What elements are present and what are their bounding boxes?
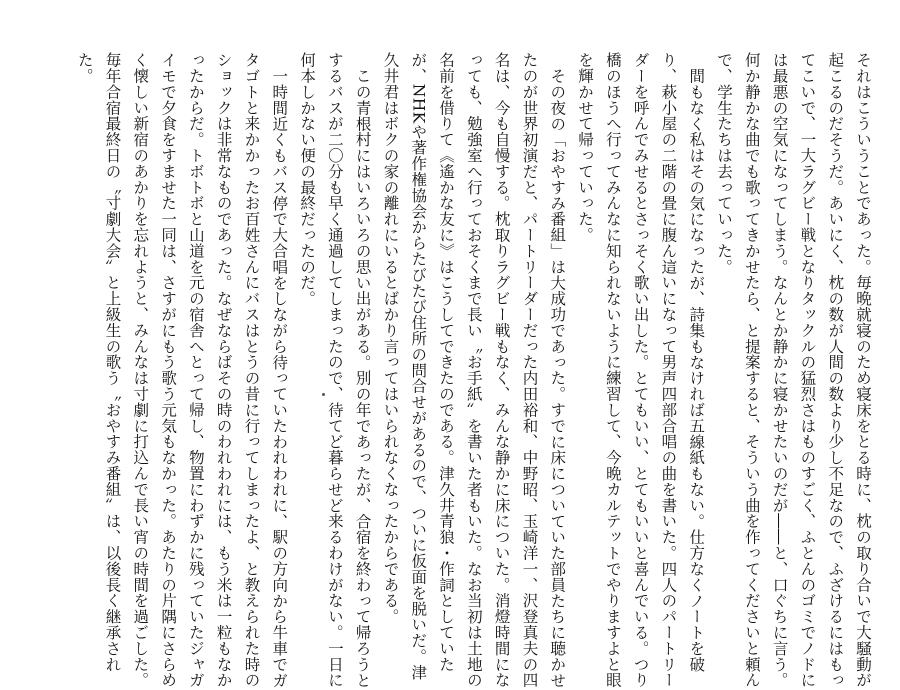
paragraph-aone-village: この青根村にはいろいろの思い出がある。別の年であったが、合宿を終わって帰ろうとするバスが二〇分も早く通過してしまったので、待てど暮らせど来るわけがない。一日に何本しかない便の最終だったのだ。: [298, 52, 372, 688]
paragraph-premiere: その夜の「おやすみ番組」は大成功であった。すでに床についていた部員たちに聴かせたのが世界初演だと、パートリーダーだった内田裕和、中野昭、玉崎洋一、沢登真夫の四名は、今も自慢する。枕取りラグビー戦もなく、みんな静かに床についた。消燈時間になっても、勉強室へ行っておそくまで長い〝お手紙〟を書いた者もいた。なお当初は土地の名前を借りて《遙かな友に》はこうしてできたのである。津久井青狼・作詞としていたが、NHKや著作権協会からたびたび住所の問合せがあるので、ついに仮面を脱いだ。津久井君はボクの家の離れにいるとばかり言ってはいられなくなったからである。: [381, 52, 567, 688]
paragraph-pillow-fight: それはこういうことであった。毎晩就寝のため寝床をとる時に、枕の取り合いで大騒動が起こるのだそうだ。あいにく、枕の数が人間の数より少し不足なので、ふざけるにはもってこいで、一大ラグビー戦となりタックルの猛烈さはものすごく、ふとんのゴミでノドには最悪の空気になってしまう。なんとか静かに寝かせたいのだが――と、口ぐちに言う。何か静かな曲でも歌ってきかせたら、と提案すると、そういう曲を作ってくださいと頼んで、学生たちは去っていった。: [715, 52, 872, 688]
scan-speck: [322, 393, 325, 396]
vertical-text-body: [70, 52, 876, 688]
paragraph-missed-bus: 一時間近くもバス停で大合唱をしながら待っていたわれわれに、駅の方向から牛車でガタゴトと来かかったお百姓さんにバスはとうの昔に行ってしまったよ、と教えられた時のショックは非常なものであった。なぜならばその時のわれわれには、もう米は一粒もなかったからだ。トボトボと山道を元の宿舎へとって帰し、物置にわずかに残っていたジャガイモで夕食をすませた一同は、さすがにもう歌う元気もなかった。あたりの片隅にさらめく懐しい新宿のあかりを忘れようと、みんなは寸劇に打込んで長い宵の時間を過ごした。毎年合宿最終日の〝寸劇大会〟と上級生の歌う〝おやすみ番組〟は、以後長く継承された。: [75, 52, 289, 688]
paragraph-composing-song: 間もなく私はその気になったが、詩集もなければ五線紙もない。仕方なくノートを破り、萩小屋の二階の畳に腹ん這いになって男声四部合唱の曲を書いた。四人のパートリーダーを呼んでみせるとさっそく歌い出した。とてもいい、とてもいいと喜んでいる。つり橋のほうへ行ってみんなに知られないように練習して、今晩カルテットでやりますよと眼を輝かせて帰っていった。: [576, 52, 706, 688]
